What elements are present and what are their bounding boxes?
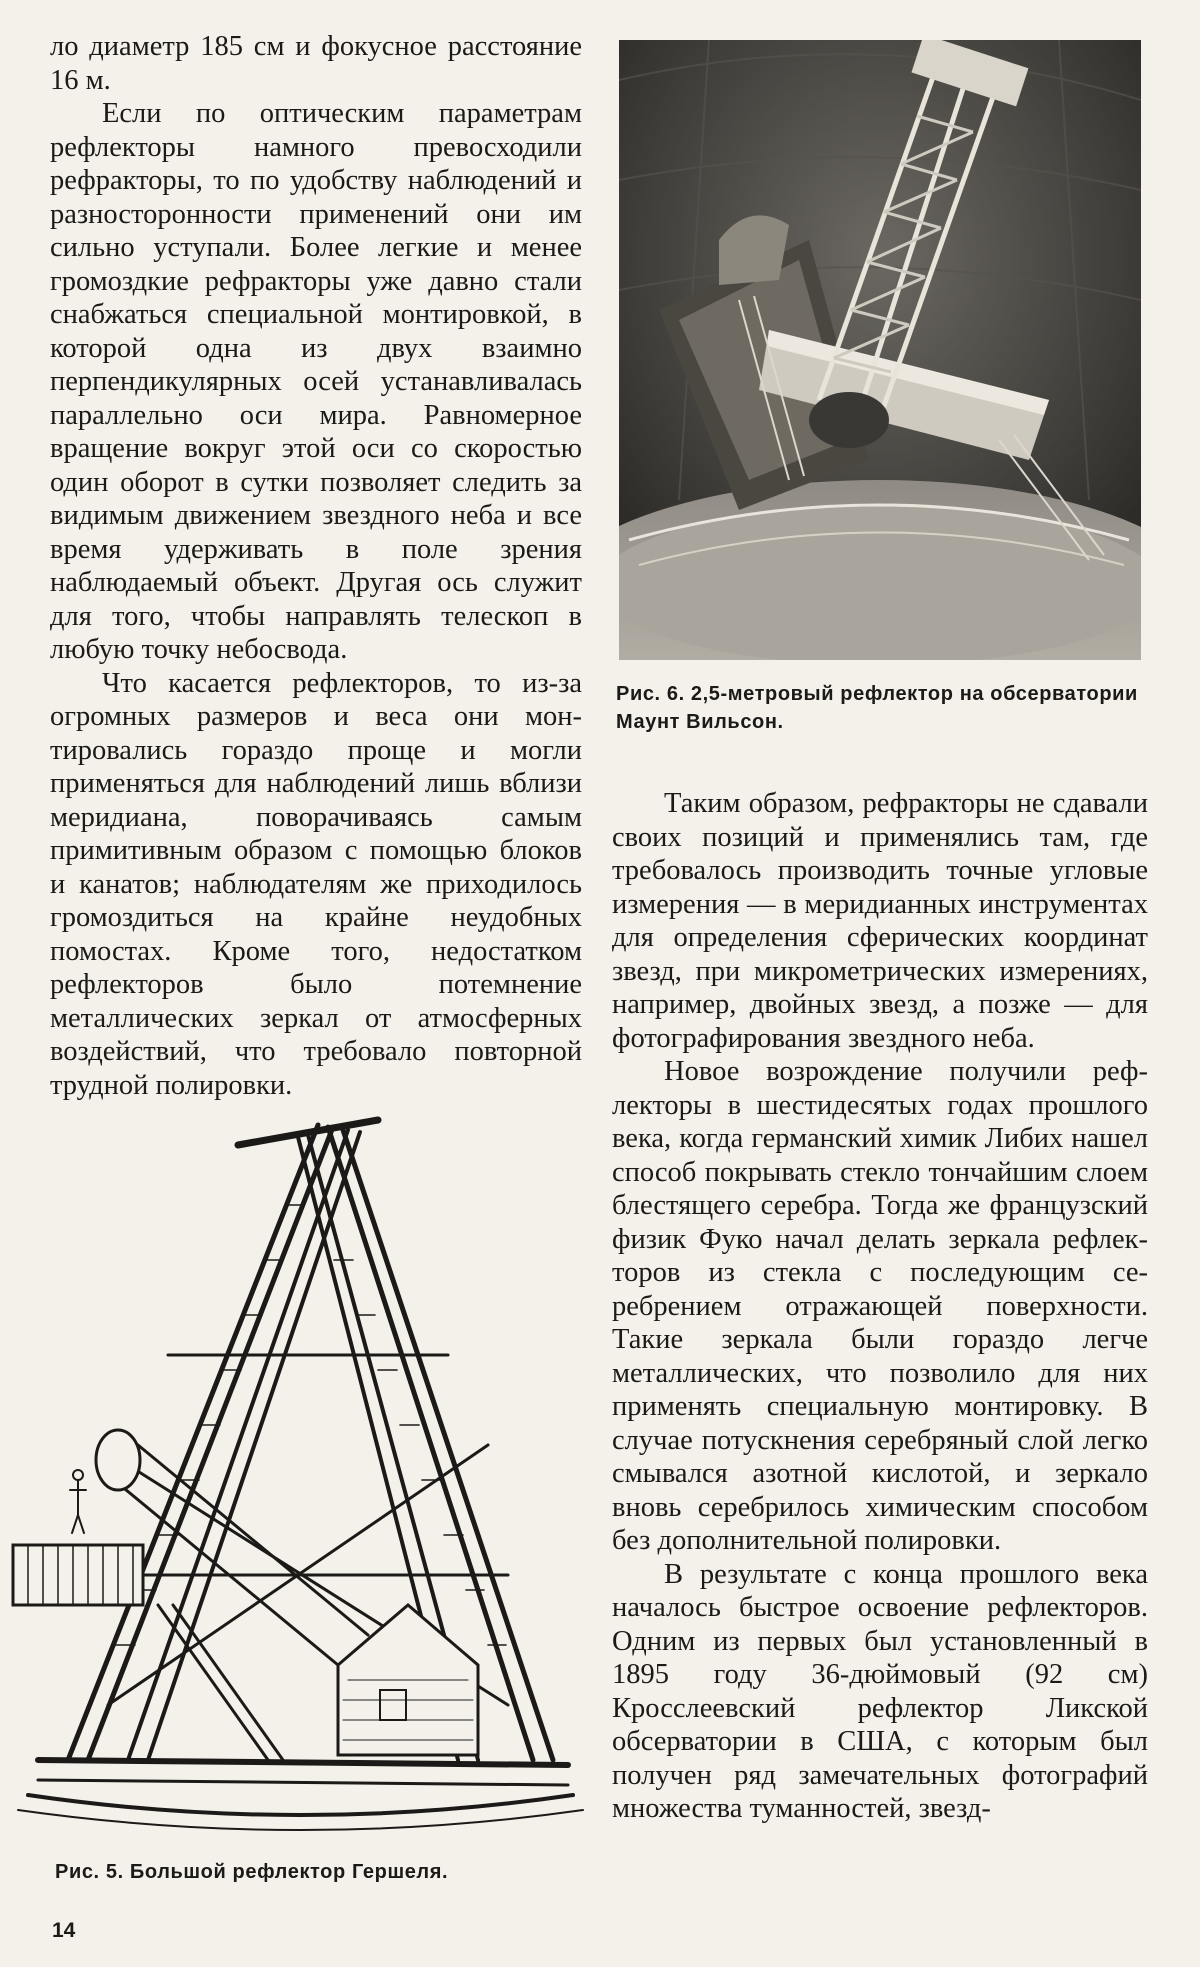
paragraph: В результате с конца прошлого века началось быстрое освоение рефлекторов. Одним из первых был установленный в 1895 году 36-дюймовый (92 см) Кросслеевский рефлектор Ликской обсерватории в США, с которым был получен ряд замечательных фотографий множества туманностей, звезд-: [612, 1558, 1148, 1824]
page-number: 14: [52, 1919, 76, 1942]
paragraph: Если по оптическим параметрам рефлекторы намного превосходили рефракторы, то по удобству наблюдений и разносторонности применений они им сильно уступали. Более легкие и менее громоздкие рефракторы уже давно стали снабжаться специальной монтировкой, в которой одна из двух взаимно перпендикулярных осей устанавливалась параллельно оси мира. Равномерное вращение вокруг этой оси со скоростью один оборот в сутки позволяет следить за видимым движением звездного неба и все время удерживать в поле зрения наблюдаемый объект. Другая ось служит для того, чтобы направлять телескоп в любую точку небосвода.: [50, 98, 582, 665]
herschel-reflector-engraving: [8, 1105, 593, 1843]
paragraph: Новое возрождение получили рефлекторы в шестидесятых годах прошлого века, когда германский химик Либих нашел способ покрывать стекло тончайшим слоем блестящего серебра. Тогда же французский физик Фуко начал делать зеркала рефлекторов из стекла с последующим серебрением отражающей поверхности. Такие зеркала были гораздо легче металлических, что позволило для них применять специальную монтировку. В случае потускнения серебряный слой легко смывался азотной кислотой, и зеркало вновь серебрилось химическим способом без дополнительной полировки.: [612, 1056, 1148, 1556]
paragraph: Что касается рефлекторов, то из-за огромных размеров и веса они монтировались гораздо проще и могли применяться для наблюдений лишь вблизи меридиана, поворачиваясь самым примитивным образом с помощью блоков и канатов; наблюдателям же приходилось громоздиться на крайне неудобных помостах. Кроме того, недостатком рефлекторов было потемнение металлических зеркал от атмосферных воздействий, что требовало повторной трудной полировки.: [50, 667, 582, 1101]
paragraph: Таким образом, рефракторы не сдавали своих позиций и применялись там, где требовалось производить точные угловые измерения — в меридианных инструментах для определения сферических координат звезд, при микрометрических измерениях, например, двойных звезд, а позже — для фотографирования звездного неба.: [612, 788, 1148, 1054]
paragraph: ло диаметр 185 см и фокусное расстояние 16 м.: [50, 31, 582, 96]
figure-5-caption: Рис. 5. Большой рефлектор Гершеля.: [55, 1861, 449, 1883]
right-column-text: [612, 787, 1148, 1826]
figure-6-caption: Рис. 6. 2,5-метровый рефлектор на обсерватории Маунт Вильсон.: [616, 683, 1138, 733]
mount-wilson-telescope-photo: [619, 40, 1141, 660]
left-column-text: [50, 30, 582, 1102]
